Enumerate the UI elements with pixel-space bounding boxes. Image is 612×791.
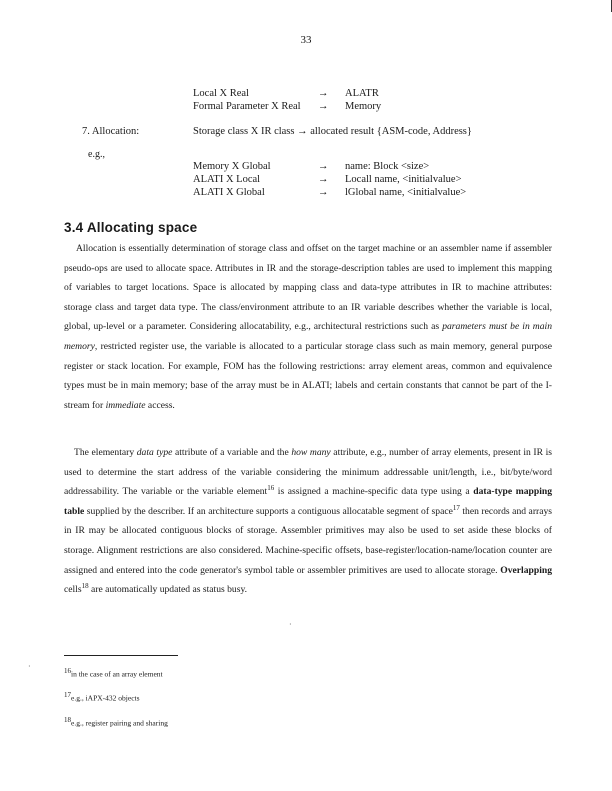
section-heading: 3.4 Allocating space [64, 220, 198, 235]
arrow-icon: → [318, 88, 329, 99]
stray-mark: · [28, 662, 31, 671]
text-run: The elementary [74, 447, 137, 458]
footnote-text: e.g., iAPX-432 objects [71, 693, 140, 703]
body-paragraph [64, 239, 552, 415]
arrow-icon: → [318, 101, 329, 112]
footnote-ref: 16 [267, 484, 275, 492]
rule-rhs: name: Block <size> [345, 161, 430, 172]
stray-mark: · [289, 620, 292, 629]
text-run: access. [145, 399, 175, 411]
rule-lhs: Formal Parameter X Real [193, 101, 301, 112]
footnote-divider [64, 655, 178, 656]
footnote-mark: 16 [64, 667, 71, 675]
rule-lhs: ALATI X Local [193, 174, 261, 185]
footnote-mark: 18 [64, 716, 71, 724]
text-run: attribute, e.g., number of array elements, present in IR is used to determine the start address of the variable considering the minimum addressable unit/length, i.e., bit/byte/word addressability. The variable or the variable element [64, 447, 553, 498]
emphasis: how many [291, 447, 331, 458]
bold-term: data-type mapping table [64, 486, 552, 517]
footnote-text: in the case of an array element [71, 669, 163, 679]
footnote-mark: 17 [64, 691, 71, 699]
footnote [64, 690, 140, 704]
footnote [64, 666, 163, 680]
text-run: cells [64, 584, 82, 596]
bold-term: Overlapping [500, 564, 552, 576]
emphasis: immediate [105, 399, 146, 411]
footnote-text: e.g., register pairing and sharing [71, 718, 168, 728]
rule-lhs: Memory X Global [193, 161, 271, 172]
allocation-definition: Storage class X IR class → allocated result {ASM-code, Address} [193, 126, 472, 137]
footnote-ref: 17 [452, 503, 460, 512]
rule-rhs: Memory [345, 101, 382, 112]
footnote-ref: 18 [81, 581, 89, 590]
arrow-icon: → [318, 174, 329, 185]
allocation-label: 7. Allocation: [82, 126, 140, 137]
footnote [64, 715, 168, 729]
text-run: attribute of a variable and the [172, 447, 292, 458]
text-run: then records and arrays in IR may be allocated contiguous blocks of storage. Assembler primitives may also be used to set aside these blocks of storage. Alignment restrictions are also considered. Machine-specific offsets, base-register/location-name/location counter are assigned and entered into the code generator's symbol table or assembler primitives are used to allocate storage. [64, 505, 552, 576]
page-number: 33 [300, 34, 312, 46]
text-run: Allocation is essentially determination of storage class and offset on the target machine or an assembler name if assembler pseudo-ops are used to allocate space. Attributes in IR and the storage-description tables are used to implement this mapping of variables to target locations. Space is allocated by mapping class and data-type attributes in IR to machine attributes: storage class and target data type. The class/environment attribute to an IR variable describes whether the variable is local, global, up-level or a parameter. Considering allocatability, e.g., architectural restrictions such as [64, 243, 552, 333]
emphasis: parameters must be in main memory [64, 321, 552, 352]
body-paragraph [64, 443, 552, 600]
emphasis: data type [136, 447, 173, 458]
rule-lhs: ALATI X Global [193, 187, 265, 198]
rule-rhs: ALATR [345, 88, 379, 99]
text-run: supplied by the describer. If an architecture supports a contiguous allocatable segment of space [84, 505, 453, 517]
arrow-icon: → [318, 187, 329, 198]
text-run: are automatically updated as status busy. [88, 584, 248, 596]
rule-rhs: lGlobal name, <initialvalue> [345, 187, 467, 198]
text-run: is assigned a machine-specific data type using a [274, 486, 474, 498]
rule-lhs: Local X Real [193, 88, 249, 99]
text-run: , restricted register use, the variable is allocated to a particular storage class such as main memory, general purpose register or stack location. For example, FOM has the following restrictions: array element areas, common and equivalence types must be in main memory; base of the array must be in ALATI; labels and certain constants that cannot be part of the I-stream for [64, 340, 552, 411]
rule-rhs: Locall name, <initialvalue> [345, 174, 462, 185]
arrow-icon: → [318, 161, 329, 172]
example-label: e.g., [88, 149, 105, 160]
